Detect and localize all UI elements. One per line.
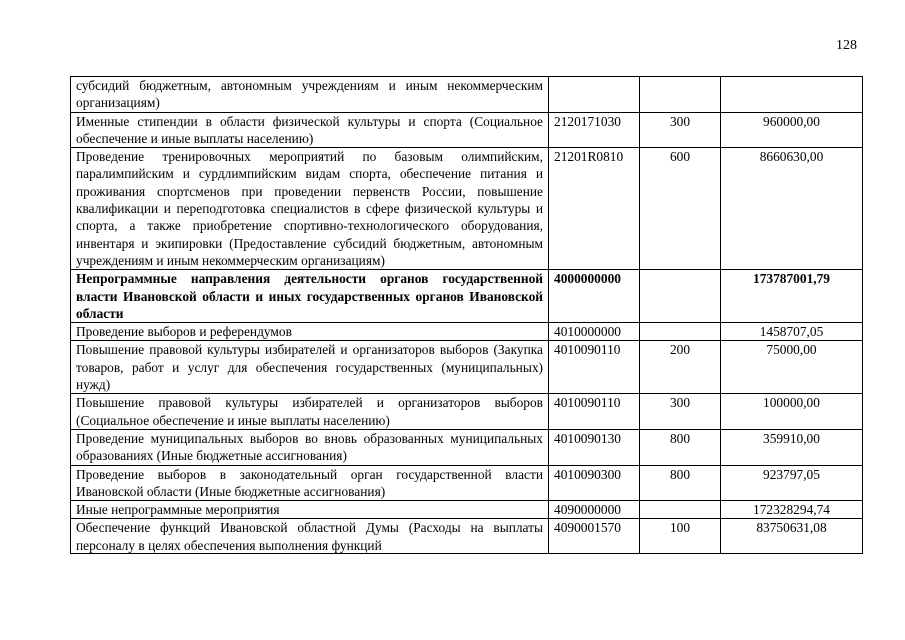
row-amount: 960000,00 xyxy=(721,112,863,148)
row-expense-kind xyxy=(640,270,721,323)
row-amount: 100000,00 xyxy=(721,394,863,430)
row-description: субсидий бюджетным, автономным учреждениям и иным некоммерческим организациям) xyxy=(71,77,549,113)
row-target-code: 4090001570 xyxy=(549,519,640,554)
row-target-code: 2120171030 xyxy=(549,112,640,148)
row-expense-kind xyxy=(640,323,721,341)
row-expense-kind: 800 xyxy=(640,465,721,501)
row-amount: 923797,05 xyxy=(721,465,863,501)
row-expense-kind: 100 xyxy=(640,519,721,554)
row-target-code: 21201R0810 xyxy=(549,148,640,270)
row-target-code: 4090000000 xyxy=(549,501,640,519)
row-description: Иные непрограммные мероприятия xyxy=(71,501,549,519)
row-description: Повышение правовой культуры избирателей и организаторов выборов (Закупка товаров, работ и услуг для обеспечения государственных (муниципальных) нужд) xyxy=(71,341,549,394)
row-expense-kind: 200 xyxy=(640,341,721,394)
row-amount: 83750631,08 xyxy=(721,519,863,554)
table-row xyxy=(71,465,863,501)
row-description: Именные стипендии в области физической культуры и спорта (Социальное обеспечение и иные выплаты населению) xyxy=(71,112,549,148)
row-description: Непрограммные направления деятельности органов государственной власти Ивановской области и иных государственных органов Ивановской области xyxy=(71,270,549,323)
row-target-code: 4010090110 xyxy=(549,341,640,394)
row-description: Повышение правовой культуры избирателей и организаторов выборов (Социальное обеспечение и иные выплаты населению) xyxy=(71,394,549,430)
row-amount: 172328294,74 xyxy=(721,501,863,519)
row-target-code: 4010090130 xyxy=(549,429,640,465)
budget-table xyxy=(70,76,863,554)
page-number: 128 xyxy=(836,38,857,53)
table-row xyxy=(71,112,863,148)
row-expense-kind: 600 xyxy=(640,148,721,270)
row-amount: 75000,00 xyxy=(721,341,863,394)
row-expense-kind xyxy=(640,77,721,113)
table-row xyxy=(71,429,863,465)
table-row xyxy=(71,323,863,341)
row-expense-kind xyxy=(640,501,721,519)
row-amount: 8660630,00 xyxy=(721,148,863,270)
row-target-code: 4010090110 xyxy=(549,394,640,430)
table-row xyxy=(71,519,863,554)
table-row xyxy=(71,341,863,394)
row-description: Проведение выборов и референдумов xyxy=(71,323,549,341)
row-amount: 173787001,79 xyxy=(721,270,863,323)
table-row xyxy=(71,148,863,270)
row-description xyxy=(71,519,549,554)
row-amount: 359910,00 xyxy=(721,429,863,465)
row-expense-kind: 300 xyxy=(640,112,721,148)
table-row xyxy=(71,77,863,113)
row-amount xyxy=(721,77,863,113)
row-description: Проведение муниципальных выборов во вновь образованных муниципальных образованиях (Иные бюджетные ассигнования) xyxy=(71,429,549,465)
table-row xyxy=(71,394,863,430)
row-target-code: 4000000000 xyxy=(549,270,640,323)
row-target-code xyxy=(549,77,640,113)
table-row-section xyxy=(71,270,863,323)
row-description: Проведение тренировочных мероприятий по базовым олимпийским, паралимпийским и сурдлимпийским видам спорта, обеспечение питания и проживания спортсменов при проведении первенств России, повышение квалификации и переподготовка специалистов в сфере физической культуры и спорта, а также приобретение спортивно-технологического оборудования, инвентаря и экипировки (Предоставление субсидий бюджетным, автономным учреждениям и иным некоммерческим организациям) xyxy=(71,148,549,270)
table-row xyxy=(71,501,863,519)
row-target-code: 4010090300 xyxy=(549,465,640,501)
row-expense-kind: 800 xyxy=(640,429,721,465)
row-target-code: 4010000000 xyxy=(549,323,640,341)
row-description: Проведение выборов в законодательный орган государственной власти Ивановской области (Иные бюджетные ассигнования) xyxy=(71,465,549,501)
row-amount: 1458707,05 xyxy=(721,323,863,341)
row-description-text: Обеспечение функций Ивановской областной Думы (Расходы на выплаты персоналу в целях обеспечения выполнения функций xyxy=(76,520,543,553)
row-expense-kind: 300 xyxy=(640,394,721,430)
